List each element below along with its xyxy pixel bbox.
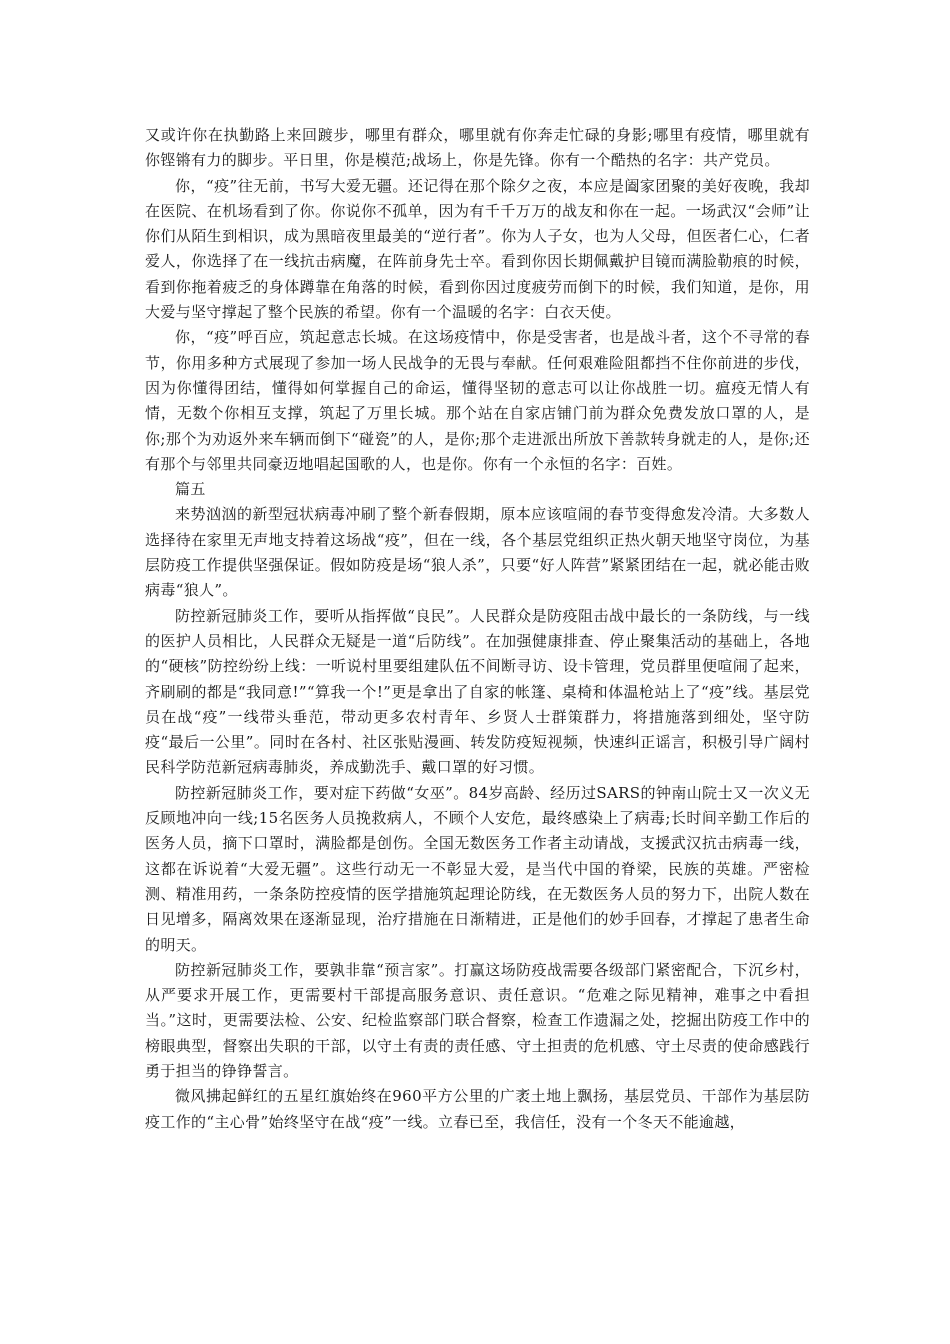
paragraph-8: 微风拂起鲜红的五星红旗始终在960平方公里的广袤土地上飘扬，基层党员、干部作为基层防疫工作的“主心骨”始终坚守在战“疫”一线。立春已至，我信任，没有一个冬天不能逾越， [145,1087,810,1131]
paragraph-7: 防控新冠肺炎工作，要孰非靠“预言家”。打赢这场防疫战需要各级部门紧密配合，下沉乡村，从严要求开展工作，更需要村干部提高服务意识、责任意识。“危难之际见精神，难事之中看担当。”这时，更需要法检、公安、纪检监察部门联合督察，检查工作遗漏之处，挖掘出防疫工作中的榜眼典型，督察出失职的干部，以守土有责的责任感、守土担责的危机感、守土尽责的使命感践行勇于担当的铮铮誓言。 [145,960,810,1080]
paragraph-1: 又或许你在执勤路上来回踱步，哪里有群众，哪里就有你奔走忙碌的身影;哪里有疫情，哪里就有你铿锵有力的脚步。平日里，你是模范;战场上，你是先锋。你有一个酷热的名字：共产党员。 [145,126,810,170]
document-body [145,123,810,1135]
paragraph-6: 防控新冠肺炎工作，要对症下药做“女巫”。84岁高龄、经历过SARS的钟南山院士又一次义无反顾地冲向一线;15名医务人员挽救病人，不顾个人安危，最终感染上了病毒;长时间辛勤工作后的医务人员，摘下口罩时，满脸都是创伤。全国无数医务工作者主动请战，支援武汉抗击病毒一线，这都在诉说着“大爱无疆”。这些行动无一不彰显大爱，是当代中国的脊梁，民族的英雄。严密检测、精准用药，一条条防控疫情的医学措施筑起理论防线，在无数医务人员的努力下，出院人数在日见增多，隔离效果在逐渐显现，治疗措施在日渐精进，正是他们的妙手回春，才撑起了患者生命的明天。 [145,783,810,954]
paragraph-3: 你，“疫”呼百应，筑起意志长城。在这场疫情中，你是受害者，也是战斗者，这个不寻常的春节，你用多种方式展现了参加一场人民战争的无畏与奉献。任何艰难险阻都挡不住你前进的步伐，因为你懂得团结，懂得如何掌握自己的命运，懂得坚韧的意志可以让你战胜一切。瘟疫无情人有情，无数个你相互支撑，筑起了万里长城。那个站在自家店铺门前为群众免费发放口罩的人，是你;那个为劝返外来车辆而倒下“碰瓷”的人，是你;那个走进派出所放下善款转身就走的人，是你;还有那个与邻里共同豪迈地唱起国歌的人，也是你。你有一个永恒的名字：百姓。 [145,328,810,473]
paragraph-2: 你，“疫”往无前，书写大爱无疆。还记得在那个除夕之夜，本应是阖家团聚的美好夜晚，我却在医院、在机场看到了你。你说你不孤单，因为有千千万万的战友和你在一起。一场武汉“会师”让你们从陌生到相识，成为黑暗夜里最美的“逆行者”。你为人子女，也为人父母，但医者仁心，仁者爱人，你选择了在一线抗击病魔，在阵前身先士卒。看到你因长期佩戴护目镜而满脸勒痕的时候，看到你拖着疲乏的身体蹲靠在角落的时候，看到你因过度疲劳而倒下的时候，我们知道，是你，用大爱与坚守撑起了整个民族的希望。你有一个温暖的名字：白衣天使。 [145,176,810,322]
section-heading: 篇五 [175,480,206,499]
paragraph-5: 防控新冠肺炎工作，要听从指挥做“良民”。人民群众是防疫阻击战中最长的一条防线，与一线的医护人员相比，人民群众无疑是一道“后防线”。在加强健康排查、停止聚集活动的基础上，各地的“硬核”防控纷纷上线：一听说村里要组建队伍不间断寻访、设卡管理，党员群里便喧闹了起来，齐刷刷的都是“我同意!”“算我一个!”更是拿出了自家的帐篷、桌椅和体温枪站上了“疫”线。基层党员在战“疫”一线带头垂范，带动更多农村青年、乡贤人士群策群力，将措施落到细处，坚守防疫“最后一公里”。同时在各村、社区张贴漫画、转发防疫短视频，快速纠正谣言，积极引导广阔村民科学防范新冠病毒肺炎，养成勤洗手、戴口罩的好习惯。 [145,606,810,777]
paragraph-4: 来势汹汹的新型冠状病毒冲刷了整个新春假期，原本应该喧闹的春节变得愈发冷清。大多数人选择待在家里无声地支持着这场战“疫”，但在一线，各个基层党组织正热火朝天地坚守岗位，为基层防疫工作提供坚强保证。假如防疫是场“狼人杀”，只要“好人阵营”紧紧团结在一起，就必能击败病毒“狼人”。 [145,505,810,600]
